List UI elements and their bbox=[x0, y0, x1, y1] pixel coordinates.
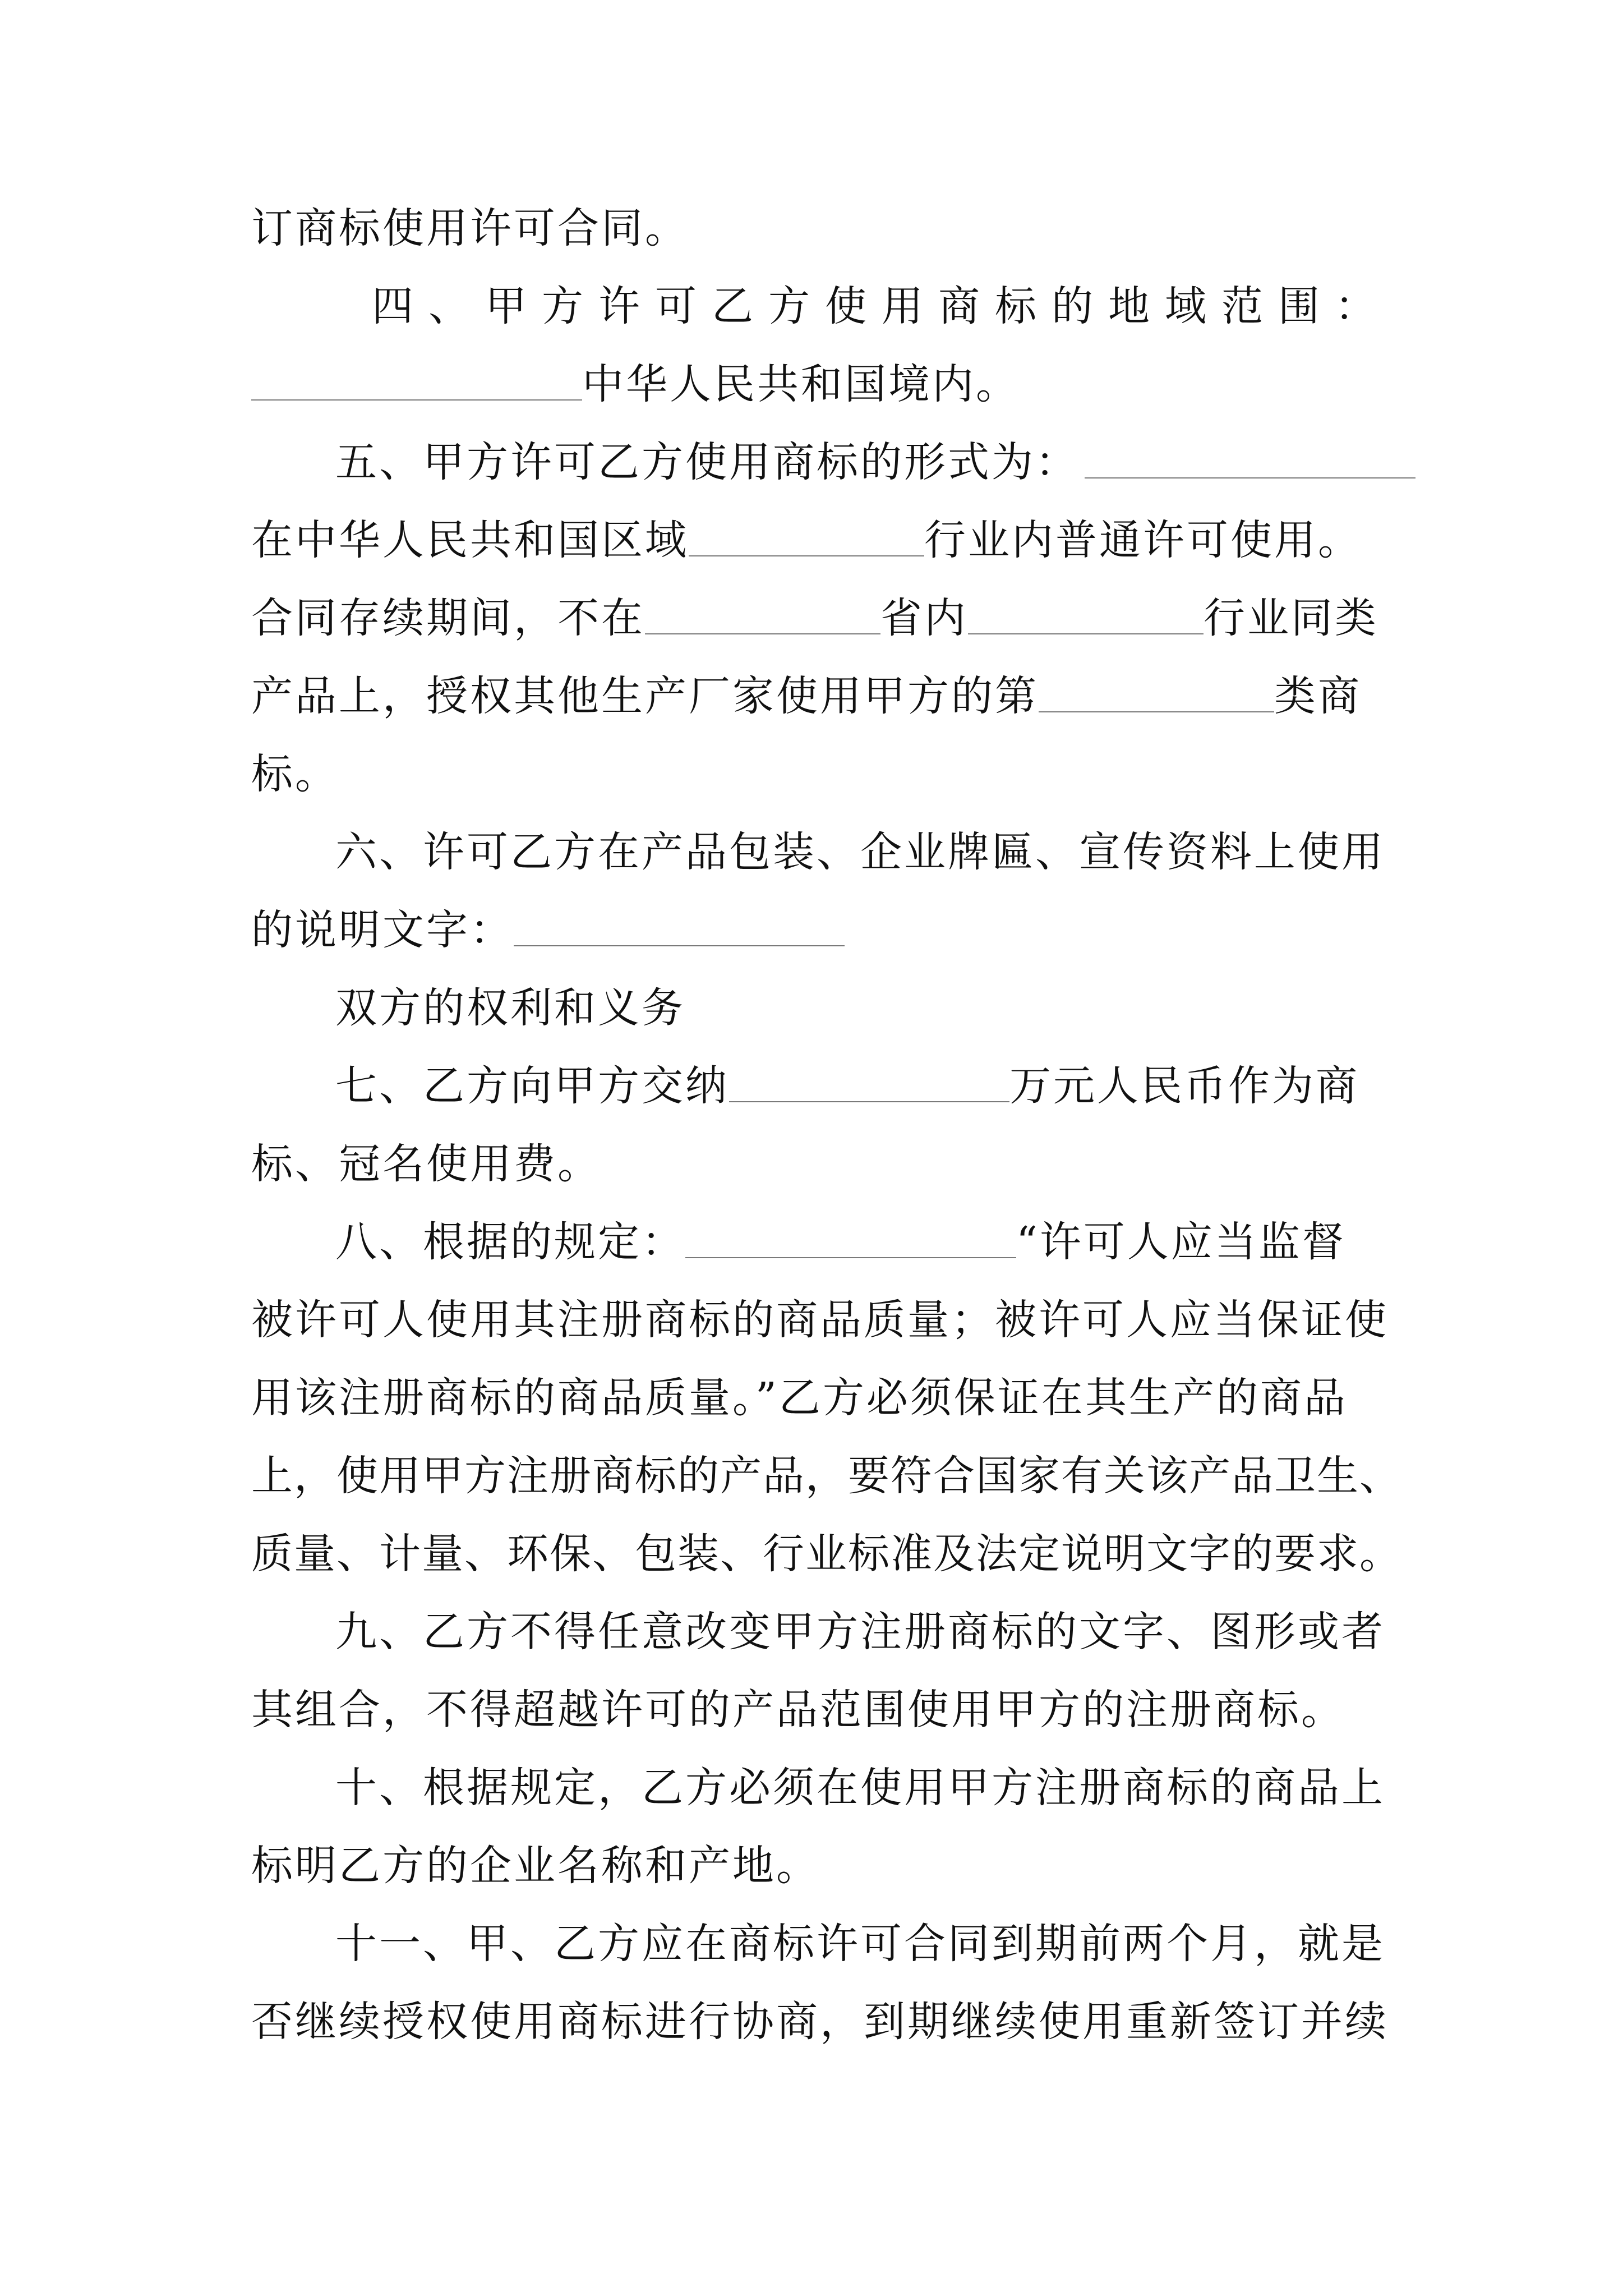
text-run: 行业同类 bbox=[1204, 594, 1378, 642]
text-run: 七、乙方向甲方交纳 bbox=[335, 1062, 729, 1110]
document-body bbox=[251, 190, 1402, 2061]
fill-in-blank bbox=[645, 591, 880, 634]
text-run: 标、冠名使用费。 bbox=[251, 1140, 601, 1188]
fill-in-blank bbox=[685, 1215, 1016, 1258]
text-run: 标明乙方的企业名称和产地。 bbox=[251, 1842, 820, 1890]
paragraph-line bbox=[251, 501, 1390, 579]
text-run: “许可人应当监督 bbox=[1016, 1218, 1346, 1266]
fill-in-blank bbox=[1039, 669, 1274, 712]
text-run: 五、甲方许可乙方使用商标的形式为： bbox=[335, 438, 1079, 486]
fill-in-blank bbox=[514, 903, 845, 946]
text-run: 合同存续期间，不在 bbox=[251, 594, 645, 642]
text-run: 万元人民币作为商 bbox=[1009, 1062, 1359, 1110]
text-run: 否继续授权使用商标进行协商，到期继续使用重新签订并续 bbox=[251, 1998, 1389, 2046]
clause-five-heading bbox=[251, 424, 1390, 501]
text-run: 质量、计量、环保、包装、行业标准及法定说明文字的要求。 bbox=[251, 1530, 1402, 1578]
text-run: 中华人民共和国境内。 bbox=[582, 360, 1020, 408]
text-run: 其组合，不得超越许可的产品范围使用甲方的注册商标。 bbox=[251, 1686, 1345, 1734]
text-run: 订商标使用许可合同。 bbox=[251, 204, 689, 252]
paragraph-line bbox=[251, 1671, 1390, 1749]
text-run: 双方的权利和义务 bbox=[335, 984, 685, 1032]
clause-eleven-heading bbox=[251, 1905, 1390, 1983]
clause-seven-heading bbox=[251, 1047, 1390, 1125]
paragraph-line bbox=[251, 1281, 1390, 1359]
text-run: 上，使用甲方注册商标的产品，要符合国家有关该产品卫生、 bbox=[251, 1452, 1402, 1500]
text-run: 被许可人使用其注册商标的商品质量；被许可人应当保证使 bbox=[251, 1296, 1389, 1344]
clause-eight-heading bbox=[251, 1203, 1390, 1281]
clause-ten-heading bbox=[251, 1749, 1390, 1827]
paragraph-line bbox=[251, 1515, 1402, 1593]
text-run: 省内 bbox=[880, 594, 968, 642]
text-run: 的说明文字： bbox=[251, 906, 514, 954]
text-run: 类商 bbox=[1274, 672, 1362, 720]
paragraph-line bbox=[251, 1437, 1402, 1515]
paragraph-line bbox=[251, 579, 1390, 657]
text-run: 四、甲方许可乙方使用商标的地域范围： bbox=[372, 282, 1390, 330]
fill-in-blank bbox=[1085, 435, 1415, 478]
paragraph-line bbox=[251, 735, 1390, 813]
text-run: 八、根据的规定： bbox=[335, 1218, 685, 1266]
paragraph-line bbox=[251, 1827, 1390, 1905]
clause-four-heading bbox=[251, 268, 1390, 346]
text-run: 六、许可乙方在产品包装、企业牌匾、宣传资料上使用 bbox=[335, 828, 1385, 876]
clause-nine-heading bbox=[251, 1593, 1390, 1671]
paragraph-line bbox=[251, 1359, 1390, 1437]
text-run: 用该注册商标的商品质量。”乙方必须保证在其生产的商品 bbox=[251, 1374, 1348, 1422]
text-run: 十、根据规定，乙方必须在使用甲方注册商标的商品上 bbox=[335, 1764, 1385, 1812]
paragraph-line bbox=[251, 891, 1390, 969]
paragraph-line bbox=[251, 190, 1390, 268]
fill-in-blank bbox=[968, 591, 1204, 634]
text-run: 产品上，授权其他生产厂家使用甲方的第 bbox=[251, 672, 1039, 720]
paragraph-line bbox=[251, 346, 1390, 424]
text-run: 标。 bbox=[251, 750, 339, 798]
text-run: 在中华人民共和国区域 bbox=[251, 516, 689, 564]
section-heading bbox=[251, 969, 1390, 1047]
fill-in-blank bbox=[251, 357, 582, 401]
paragraph-line bbox=[251, 657, 1390, 735]
fill-in-blank bbox=[689, 513, 924, 556]
clause-six-heading bbox=[251, 813, 1390, 891]
fill-in-blank bbox=[729, 1059, 1009, 1102]
text-run: 行业内普通许可使用。 bbox=[924, 516, 1362, 564]
text-run: 九、乙方不得任意改变甲方注册商标的文字、图形或者 bbox=[335, 1608, 1385, 1656]
paragraph-line bbox=[251, 1125, 1390, 1203]
paragraph-line bbox=[251, 1983, 1390, 2061]
text-run: 十一、甲、乙方应在商标许可合同到期前两个月，就是 bbox=[335, 1920, 1385, 1968]
